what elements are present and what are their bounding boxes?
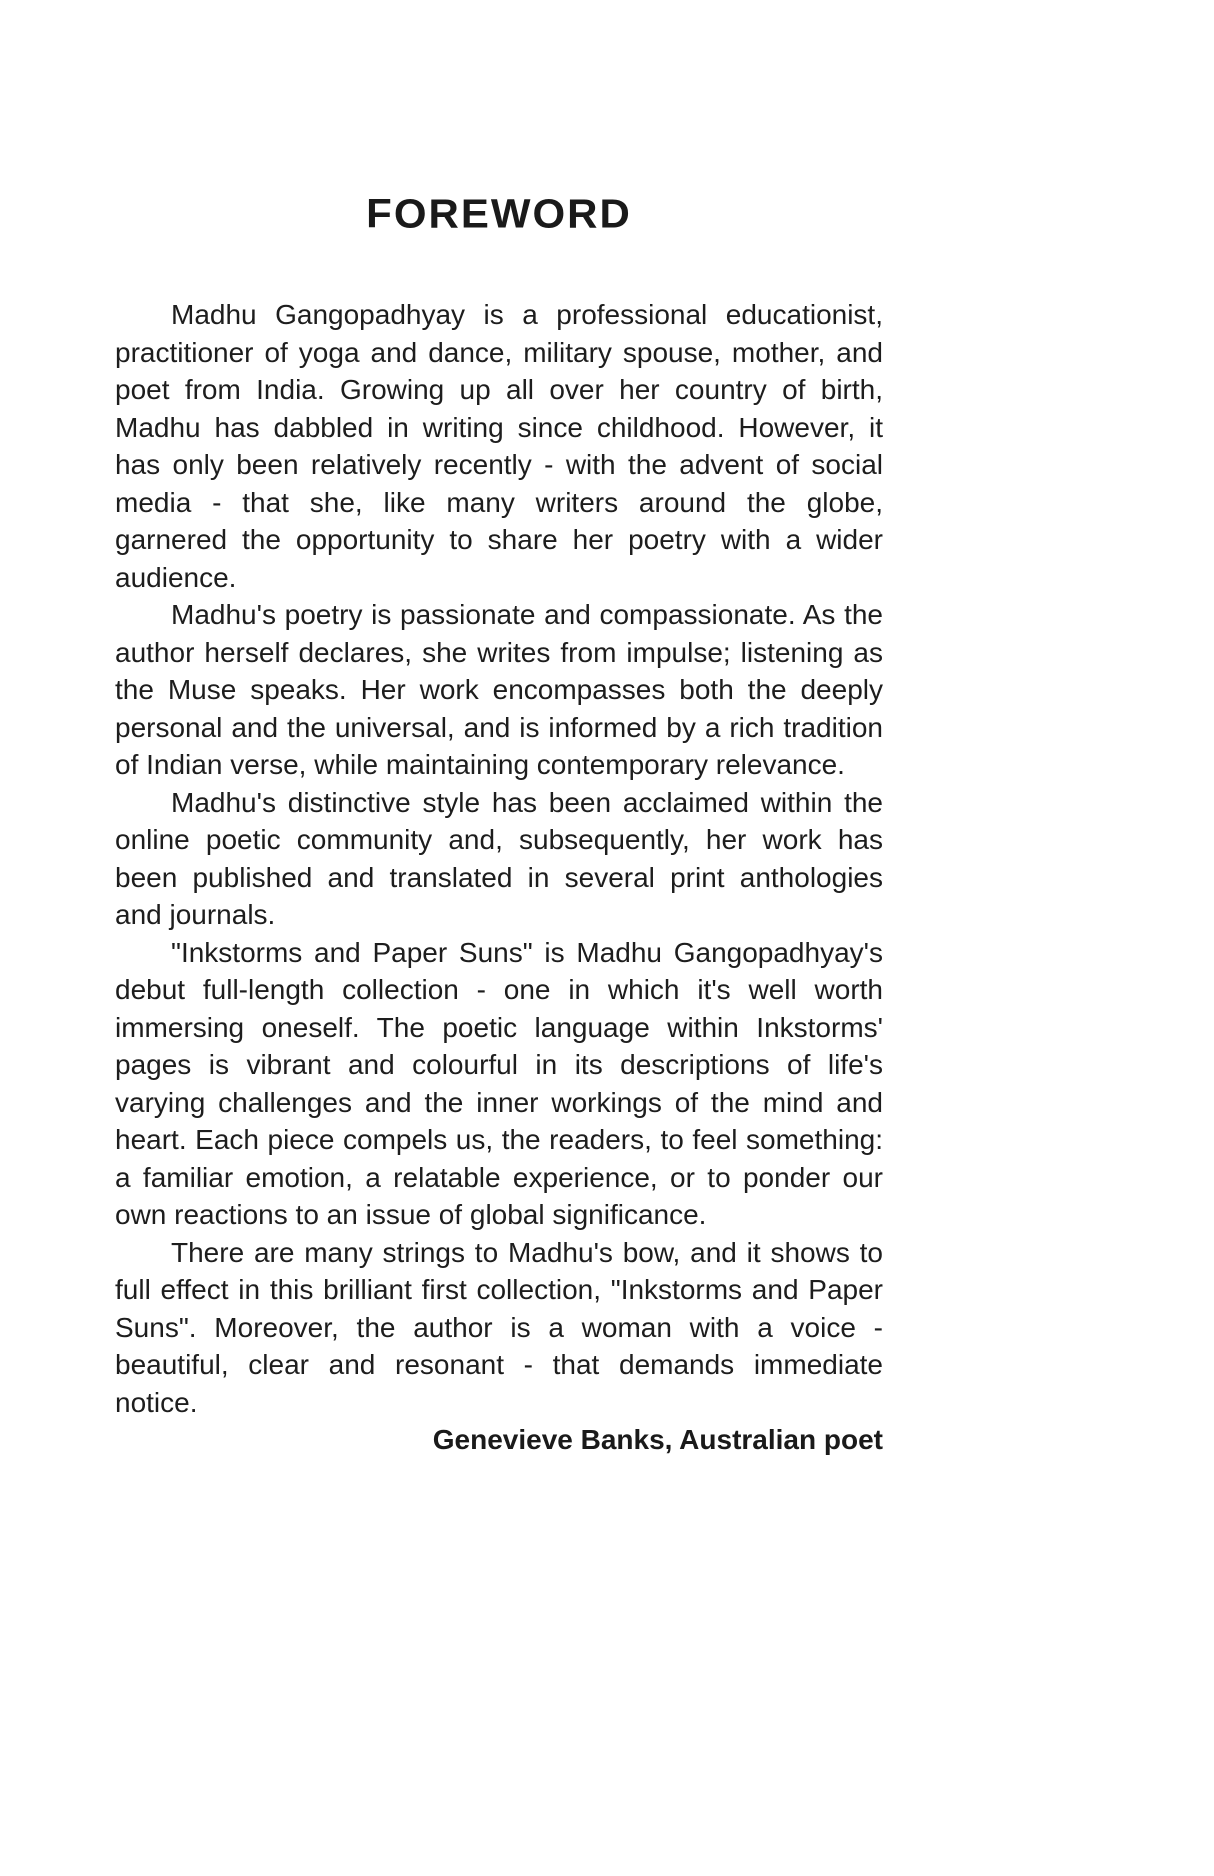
foreword-paragraph-5: There are many strings to Madhu's bow, and it shows to full effect in this brilliant first collection, "Inkstorms and Paper Suns". Moreover, the author is a woman with a voice - beautiful, clear and resonant - that demands immediate notice. bbox=[115, 1236, 883, 1418]
foreword-paragraph-4: "Inkstorms and Paper Suns" is Madhu Gangopadhyay's debut full-length collection - one in which it's well worth immersing oneself. The poetic language within Inkstorms' pages is vibrant and colourful in its descriptions of life's varying challenges and the inner workings of the mind and heart. Each piece compels us, the readers, to feel something: a familiar emotion, a relatable experience, or to ponder our own reactions to an issue of global significance. bbox=[115, 936, 883, 1230]
foreword-body bbox=[115, 296, 883, 1421]
foreword-paragraph-2: Madhu's poetry is passionate and compassionate. As the author herself declares, she writes from impulse; listening as the Muse speaks. Her work encompasses both the deeply personal and the universal, and is informed by a rich tradition of Indian verse, while maintaining contemporary relevance. bbox=[115, 599, 883, 780]
foreword-paragraph-3: Madhu's distinctive style has been acclaimed within the online poetic community and, subsequently, her work has been published and translated in several print anthologies and journals. bbox=[115, 786, 883, 930]
author-attribution: Genevieve Banks, Australian poet bbox=[432, 1424, 883, 1455]
page-title: FOREWORD bbox=[366, 190, 632, 237]
foreword-paragraph-1: Madhu Gangopadhyay is a professional educationist, practitioner of yoga and dance, military spouse, mother, and poet from India. Growing up all over her country of birth, Madhu has dabbled in writing since childhood. However, it has only been relatively recently - with the advent of social media - that she, like many writers around the globe, garnered the opportunity to share her poetry with a wider audience. bbox=[115, 299, 883, 593]
